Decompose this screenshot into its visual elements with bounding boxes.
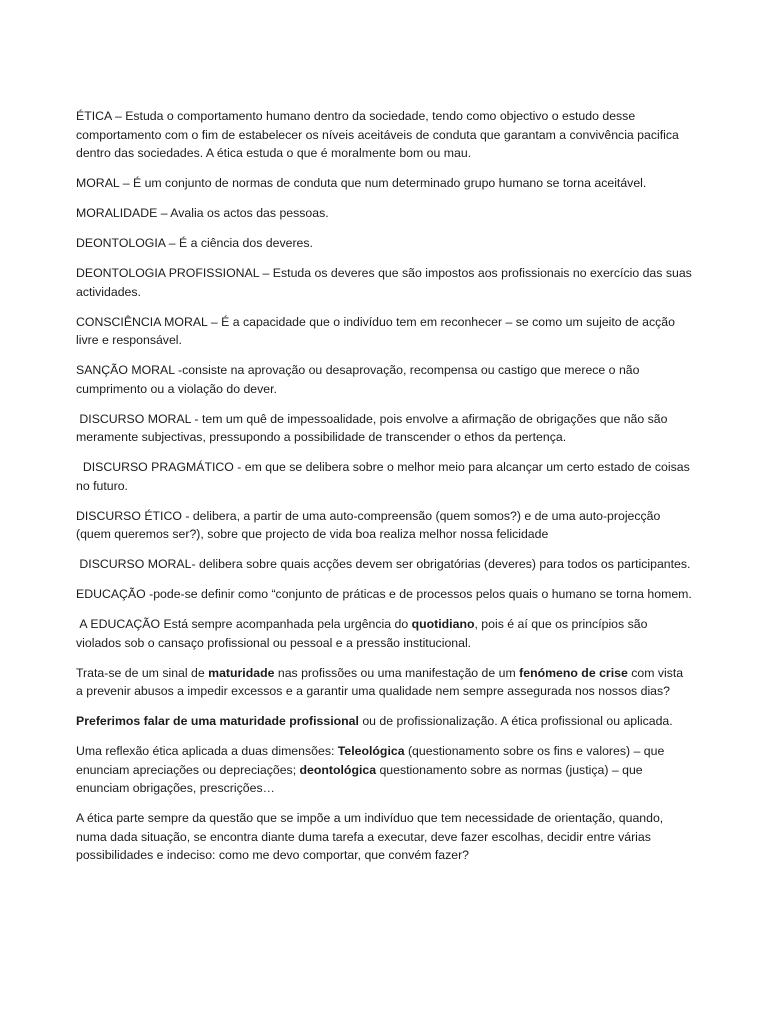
document-paragraph (76, 615, 692, 652)
document-paragraph (76, 264, 696, 301)
document-paragraph (76, 204, 692, 223)
text-run: MORAL – É um conjunto de normas de conduta que num determinado grupo humano se torna aceitável. (76, 176, 647, 190)
bold-text-run: fenómeno de crise (519, 665, 628, 680)
document-paragraph (76, 585, 692, 604)
text-run: DISCURSO ÉTICO - delibera, a partir de uma auto-compreensão (quem somos?) e de uma auto-projecção (quem queremos ser?), sobre que projecto de vida boa realiza melhor nossa felicidade (76, 508, 664, 541)
document-paragraph (76, 174, 692, 193)
text-run: questionamento sobre as normas (justiça) – que enunciam obrigações, prescrições… (76, 762, 647, 795)
text-run: A EDUCAÇÃO Está sempre acompanhada pela urgência do (76, 617, 412, 631)
bold-text-run: Teleológica (337, 744, 405, 758)
bold-text-run: deontológica (299, 762, 377, 777)
text-run: ou de profissionalização. A ética profissional ou aplicada. (358, 714, 673, 728)
text-run: EDUCAÇÃO -pode-se definir como “conjunto de práticas e de processos pelos quais o humano se torna homem. (76, 587, 692, 601)
bold-text-run: Preferimos falar de uma maturidade profissional (76, 714, 359, 728)
text-run: DISCURSO PRAGMÁTICO - em que se delibera sobre o melhor meio para alcançar um certo estado de coisas no futuro. (76, 460, 694, 493)
text-run: DISCURSO MORAL - tem um quê de impessoalidade, pois envolve a afirmação de obrigações que não são meramente subjectivas, pressupondo a possibilidade de transcender o ethos da pertença. (76, 411, 671, 444)
text-run: Trata-se de um sinal de (76, 665, 209, 680)
text-run: nas profissões ou uma manifestação de um (274, 665, 520, 680)
text-run: CONSCIÊNCIA MORAL – É a capacidade que o indivíduo tem em reconhecer – se como um sujeito de acção livre e responsável. (76, 314, 679, 347)
document-paragraph (76, 712, 692, 731)
document-paragraph (76, 458, 692, 495)
document-paragraph (76, 507, 692, 544)
document-body (76, 107, 696, 876)
document-paragraph (76, 107, 692, 163)
document-paragraph (76, 742, 692, 798)
text-run: Uma reflexão ética aplicada a duas dimensões: (76, 744, 338, 758)
text-run: A ética parte sempre da questão que se impõe a um indivíduo que tem necessidade de orientação, quando, numa dada situação, se encontra diante duma tarefa a executar, deve fazer escolhas, decidir entre várias possibilidades e indeciso: como me devo comportar, que convém fazer? (76, 811, 667, 862)
text-run: DISCURSO MORAL- delibera sobre quais acções devem ser obrigatórias (deveres) para todos os participantes. (76, 557, 691, 571)
text-run: SANÇÃO MORAL -consiste na aprovação ou desaprovação, recompensa ou castigo que merece o não cumprimento ou a violação do dever. (76, 363, 643, 396)
document-paragraph (76, 313, 692, 350)
document-paragraph (76, 809, 692, 865)
document-paragraph (76, 361, 692, 398)
text-run: com vista a prevenir abusos a impedir excessos e a garantir uma qualidade nem sempre assegurada nos nossos dias? (76, 665, 687, 698)
text-run: MORALIDADE – Avalia os actos das pessoas. (76, 206, 329, 220)
document-paragraph (76, 234, 692, 253)
text-run: (questionamento sobre os fins e valores) – que enunciam apreciações ou depreciações; (76, 744, 668, 777)
text-run: DEONTOLOGIA PROFISSIONAL – Estuda os deveres que são impostos aos profissionais no exercício das suas actividades. (76, 266, 696, 299)
text-run: ÉTICA – Estuda o comportamento humano dentro da sociedade, tendo como objectivo o estudo desse comportamento com o fim de estabelecer os níveis aceitáveis de conduta que garantam a convivência pacifica dentro das sociedades. A ética estuda o que é moralmente bom ou mau. (76, 109, 683, 160)
document-paragraph (76, 410, 692, 447)
text-run: DEONTOLOGIA – É a ciência dos deveres. (76, 236, 313, 250)
bold-text-run: quotidiano (411, 617, 475, 631)
bold-text-run: maturidade (208, 665, 275, 680)
document-paragraph (76, 555, 692, 574)
text-run: , pois é aí que os princípios são violados sob o cansaço profissional ou pessoal e a pressão institucional. (76, 617, 651, 650)
document-paragraph (76, 664, 692, 701)
